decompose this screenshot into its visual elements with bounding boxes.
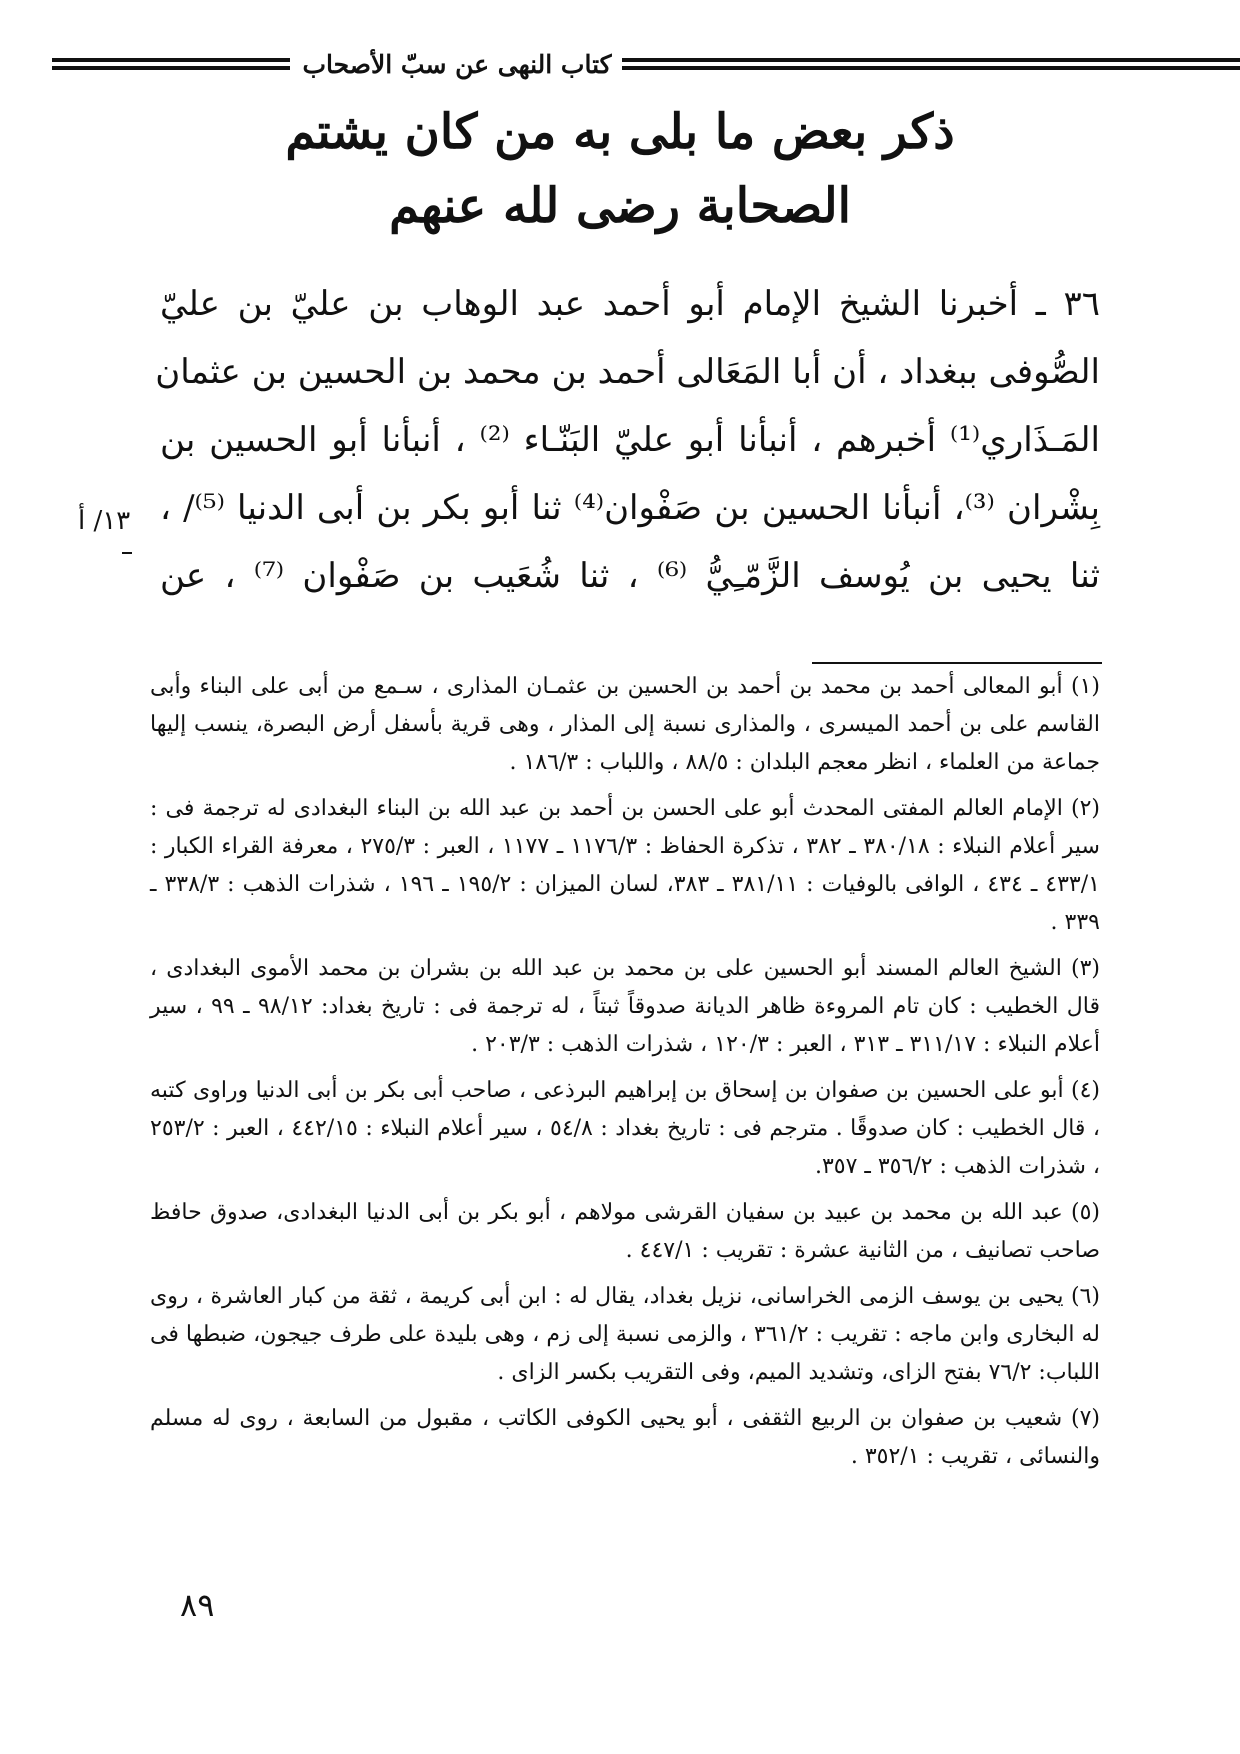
chapter-heading-line-1: ذكر بعض ما بلى به من كان يشتم (285, 104, 955, 160)
footnote-separator (812, 662, 1102, 664)
header-rule-right (622, 66, 1240, 70)
hadith-line: الصُّوفى ببغداد ، أن أبا المَعَالى أحمد بن محمد بن الحسين بن عثمان (155, 352, 1100, 392)
footnote: (١) أبو المعالى أحمد بن محمد بن أحمد بن الحسين بن عثمـان المذارى ، سـمع من أبى على البناء وأبى القاسم على بن أحمد الميسرى ، والمذارى نسبة إلى المذار ، وهى قرية بأسفل أرض البصرة، ينسب إليها جماعة من العلماء ، انظر معجم البلدان : ٨٨/٥ ، واللباب : ١٨٦/٣ . (150, 674, 1100, 775)
footnote: (٧) شعيب بن صفوان بن الربيع الثقفى ، أبو يحيى الكوفى الكاتب ، مقبول من السابعة ، روى له مسلم والنسائى ، تقريب : ٣٥٢/١ . (150, 1406, 1100, 1469)
header-rule-left (52, 66, 290, 70)
hadith-line: المَـذَاري⁽¹⁾ أخبرهم ، أنبأنا أبو عليّ البَنّـاء ⁽²⁾ ، أنبأنا أبو الحسين بن (160, 420, 1100, 460)
footnote: (٣) الشيخ العالم المسند أبو الحسين على بن محمد بن عبد الله بن بشران بن محمد الأموى البغدادى ، قال الخطيب : كان تام المروءة ظاهر الديانة صدوقاً ثبتاً ، له ترجمة فى : تاريخ بغداد: ٩٨/١٢ ـ ٩٩ ، سير أعلام النبلاء : ٣١١/١٧ ـ ٣١٣ ، العبر : ١٢٠/٣ ، شذرات الذهب : ٢٠٣/٣ . (150, 956, 1100, 1057)
header-rule-right (622, 58, 1240, 62)
margin-mark (122, 552, 132, 554)
book-title: كتاب النهى عن سبّ الأصحاب (302, 50, 612, 79)
chapter-heading-line-2: الصحابة رضى لله عنهم (389, 178, 851, 234)
footnote: (٢) الإمام العالم المفتى المحدث أبو على الحسن بن أحمد بن عبد الله بن البناء البغدادى له ترجمة فى : سير أعلام النبلاء : ٣٨٠/١٨ ـ ٣٨٢ ، تذكرة الحفاظ : ١١٧٦/٣ ـ ١١٧٧ ، العبر : ٢٧٥/٣ ، معرفة القراء الكبار : ٤٣٣/١ ـ ٤٣٤ ، الوافى بالوفيات : ٣٨١/١١ ـ ٣٨٣، لسان الميزان : ١٩٥/٢ ـ ١٩٦ ، شذرات الذهب : ٣٣٨/٣ ـ ٣٣٩ . (150, 796, 1100, 935)
footnote: (٥) عبد الله بن محمد بن عبيد بن سفيان القرشى مولاهم ، أبو بكر بن أبى الدنيا البغدادى، صدوق حافظ صاحب تصانيف ، من الثانية عشرة : تقريب : ٤٤٧/١ . (150, 1200, 1100, 1263)
manuscript-folio-reference: ١٣/ أ (78, 506, 131, 536)
hadith-line: بِشْران ⁽³⁾، أنبأنا الحسين بن صَفْوان⁽⁴⁾ ثنا أبو بكر بن أبى الدنيا ⁽⁵⁾/ ، (160, 488, 1100, 528)
footnote: (٤) أبو على الحسين بن صفوان بن إسحاق بن إبراهيم البرذعى ، صاحب أبى بكر بن أبى الدنيا وراوى كتبه ، قال الخطيب : كان صدوقًا . مترجم فى : تاريخ بغداد : ٥٤/٨ ، سير أعلام النبلاء : ٤٤٢/١٥ ، العبر : ٢٥٣/٢ ، شذرات الذهب : ٣٥٦/٢ ـ ٣٥٧. (150, 1078, 1101, 1179)
footnotes (150, 668, 1100, 1476)
hadith-line: ٣٦ ـ أخبرنا الشيخ الإمام أبو أحمد عبد الوهاب بن عليّ بن عليّ (160, 284, 1100, 324)
running-header (52, 48, 1182, 86)
header-rule-left (52, 58, 290, 62)
footnote: (٦) يحيى بن يوسف الزمى الخراسانى، نزيل بغداد، يقال له : ابن أبى كريمة ، ثقة من كبار العاشرة ، روى له البخارى وابن ماجه : تقريب : ٣٦١/٢ ، والزمى نسبة إلى زم ، وهى بليدة على طرف جيجون، ضبطها فى اللباب: ٧٦/٢ بفتح الزاى، وتشديد الميم، وفى التقريب بكسر الزاى . (150, 1284, 1100, 1385)
page-number: ٨٩ (180, 1586, 215, 1624)
hadith-line: ثنا يحيى بن يُوسف الزَّمّـِيُّ ⁽⁶⁾ ، ثنا شُعَيب بن صَفْوان ⁽⁷⁾ ، عن (160, 556, 1100, 596)
